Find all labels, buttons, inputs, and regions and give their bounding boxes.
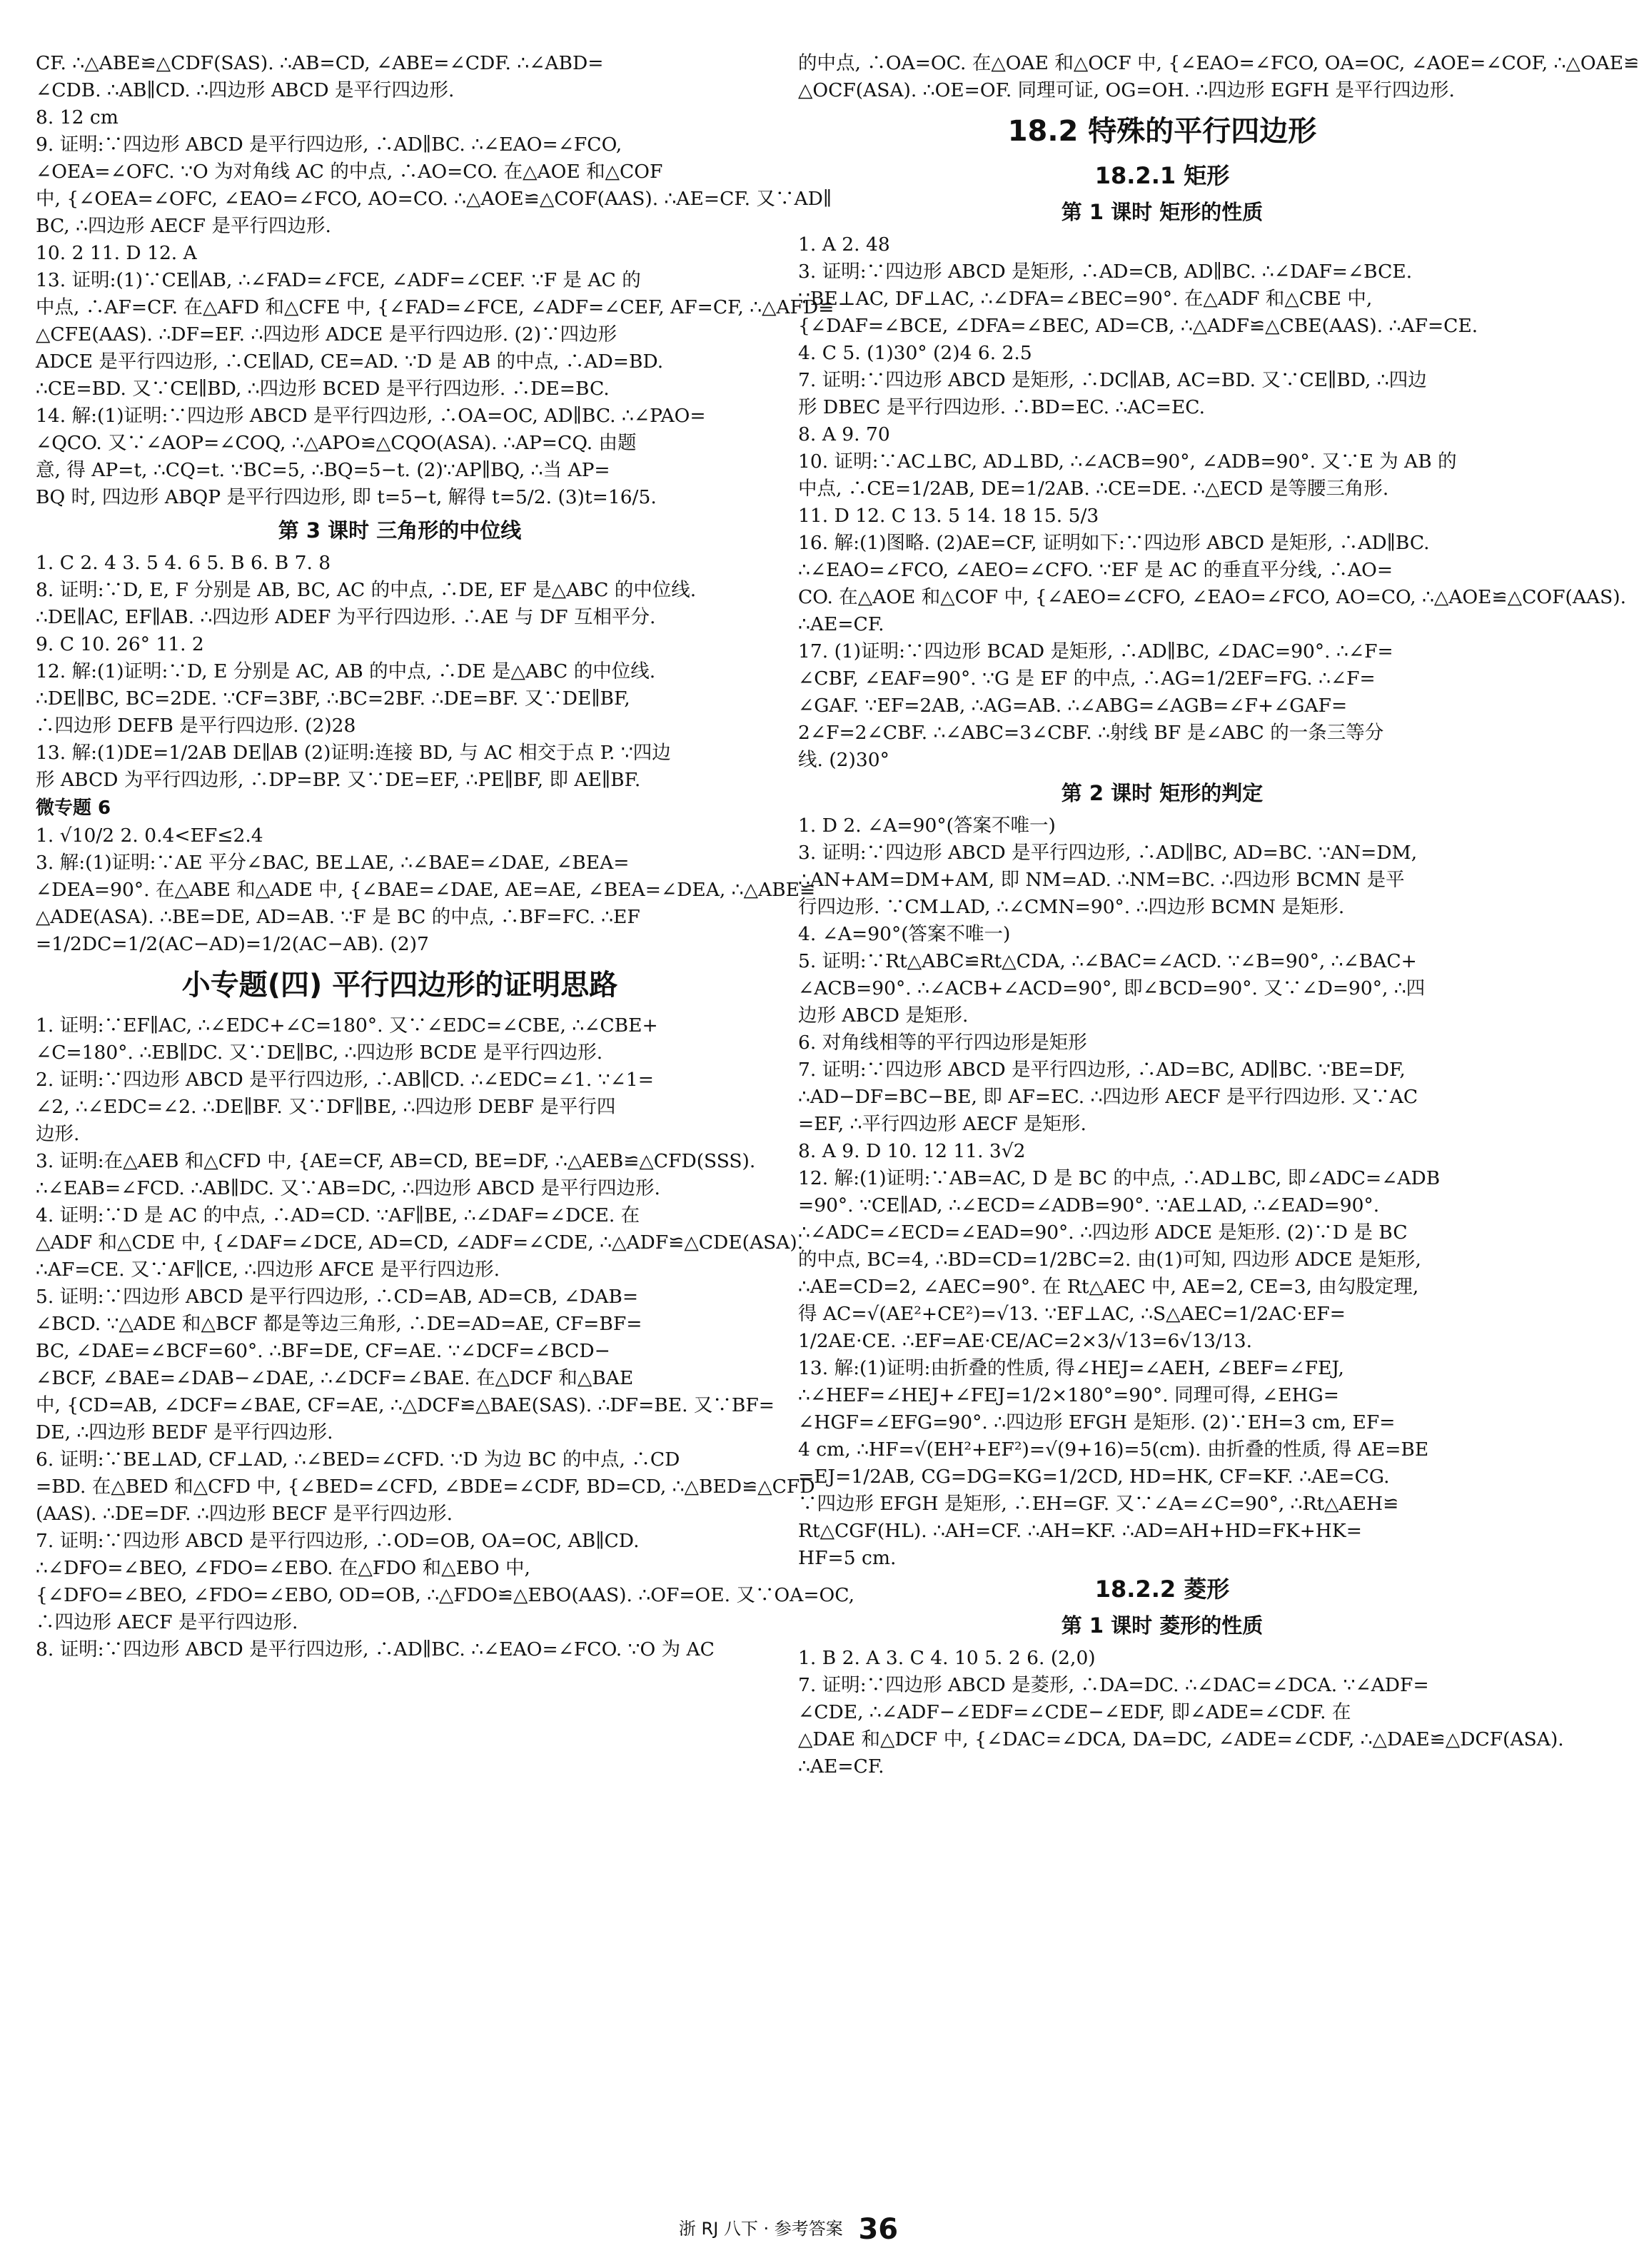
answer-line: ∠BCD. ∵△ADE 和△BCF 都是等边三角形, ∴DE=AD=AE, CF=BF= <box>36 1313 642 1335</box>
section-title-juxing-panding: 第 2 课时 矩形的判定 <box>1061 781 1264 805</box>
answer-line: 意, 得 AP=t, ∴CQ=t. ∵BC=5, ∴BQ=5−t. (2)∵AP∥BQ, ∴当 AP= <box>36 459 610 481</box>
answer-line: 边形 ABCD 是矩形. <box>798 1004 969 1027</box>
left-block-b <box>36 550 764 794</box>
answer-line: ∠DEA=90°. 在△ABE 和△ADE 中, {∠BAE=∠DAE, AE=AE, ∠BEA=∠DEA, ∴△ABE≌ <box>36 879 816 901</box>
answer-line: ∠OEA=∠OFC. ∵O 为对角线 AC 的中点, ∴AO=CO. 在△AOE 和△COF <box>36 161 663 183</box>
answer-line: 11. D 12. C 13. 5 14. 18 15. 5/3 <box>798 505 1099 527</box>
answer-line: 边形. <box>36 1123 80 1145</box>
answer-line: =EJ=1/2AB, CG=DG=KG=1/2CD, HD=HK, CF=KF. ∴AE=CG. <box>798 1466 1390 1488</box>
answer-line: 3. 解:(1)证明:∵AE 平分∠BAC, BE⊥AE, ∴∠BAE=∠DAE, ∠BEA= <box>36 852 630 874</box>
answer-line: 7. 证明:∵四边形 ABCD 是平行四边形, ∴AD=BC, AD∥BC. ∵BE=DF, <box>798 1059 1406 1081</box>
answer-line: ∴DE∥AC, EF∥AB. ∴四边形 ADEF 为平行四边形. ∴AE 与 DF 互相平分. <box>36 606 656 628</box>
answer-line: 6. 证明:∵BE⊥AD, CF⊥AD, ∴∠BED=∠CFD. ∵D 为边 BC 的中点, ∴CD <box>36 1448 680 1471</box>
answer-line: 1/2AE·CE. ∴EF=AE·CE/AC=2×3/√13=6√13/13. <box>798 1330 1253 1352</box>
answer-line: {∠DFO=∠BEO, ∠FDO=∠EBO, OD=OB, ∴△FDO≌△EBO(AAS). ∴OF=OE. 又∵OA=OC, <box>36 1584 855 1606</box>
answer-line: 12. 解:(1)证明:∵D, E 分别是 AC, AB 的中点, ∴DE 是△ABC 的中位线. <box>36 660 656 682</box>
answer-line: 2. 证明:∵四边形 ABCD 是平行四边形, ∴AB∥CD. ∴∠EDC=∠1. ∵∠1= <box>36 1069 654 1091</box>
answer-line: 8. 证明:∵四边形 ABCD 是平行四边形, ∴AD∥BC. ∴∠EAO=∠FCO. ∵O 为 AC <box>36 1638 715 1660</box>
right-block-c <box>798 812 1526 1572</box>
answer-line: ∠2, ∴∠EDC=∠2. ∴DE∥BF. 又∵DF∥BE, ∴四边形 DEBF 是平行四 <box>36 1096 616 1118</box>
answer-line: 16. 解:(1)图略. (2)AE=CF, 证明如下:∵四边形 ABCD 是矩形, ∴AD∥BC. <box>798 532 1430 554</box>
answer-line: ∠ACB=90°. ∴∠ACB+∠ACD=90°, 即∠BCD=90°. 又∵∠D=90°, ∴四 <box>798 977 1426 999</box>
answer-line: 形 DBEC 是平行四边形. ∴BD=EC. ∴AC=EC. <box>798 396 1206 418</box>
answer-line: △ADF 和△CDE 中, {∠DAF=∠DCE, AD=CD, ∠ADF=∠CDE, ∴△ADF≌△CDE(ASA). <box>36 1231 804 1254</box>
answer-line: 3. 证明:∵四边形 ABCD 是平行四边形, ∴AD∥BC, AD=BC. ∵AN=DM, <box>798 842 1418 864</box>
answer-line: CF. ∴△ABE≌△CDF(SAS). ∴AB=CD, ∠ABE=∠CDF. ∴∠ABD= <box>36 52 604 74</box>
answer-line: ∠GAF. ∵EF=2AB, ∴AG=AB. ∴∠ABG=∠AGB=∠F+∠GAF= <box>798 695 1348 717</box>
answer-line: DE, ∴四边形 BEDF 是平行四边形. <box>36 1421 333 1443</box>
answer-line: ∠CDB. ∴AB∥CD. ∴四边形 ABCD 是平行四边形. <box>36 79 455 101</box>
answer-line: 7. 证明:∵四边形 ABCD 是菱形, ∴DA=DC. ∴∠DAC=∠DCA. ∵∠ADF= <box>798 1674 1429 1696</box>
answer-line: 4. 证明:∵D 是 AC 的中点, ∴AD=CD. ∵AF∥BE, ∴∠DAF=∠DCE. 在 <box>36 1204 640 1226</box>
answer-line: 9. 证明:∵四边形 ABCD 是平行四边形, ∴AD∥BC. ∴∠EAO=∠FCO, <box>36 133 622 156</box>
answer-line: 9. C 10. 26° 11. 2 <box>36 633 204 655</box>
answer-line: ∴CE=BD. 又∵CE∥BD, ∴四边形 BCED 是平行四边形. ∴DE=BC. <box>36 378 610 400</box>
answer-line: ADCE 是平行四边形, ∴CE∥AD, CE=AD. ∵D 是 AB 的中点, ∴AD=BD. <box>36 351 664 373</box>
answer-line: 的中点, ∴OA=OC. 在△OAE 和△OCF 中, {∠EAO=∠FCO, OA=OC, ∠AOE=∠COF, ∴△OAE≌ <box>798 52 1639 74</box>
answer-line: △DAE 和△DCF 中, {∠DAC=∠DCA, DA=DC, ∠ADE=∠CDF, ∴△DAE≌△DCF(ASA). <box>798 1728 1564 1750</box>
answer-line: 8. 12 cm <box>36 106 118 128</box>
answer-line: 10. 证明:∵AC⊥BC, AD⊥BD, ∴∠ACB=90°, ∠ADB=90°. 又∵E 为 AB 的 <box>798 450 1457 473</box>
answer-line: ∠BCF, ∠BAE=∠DAB−∠DAE, ∴∠DCF=∠BAE. 在△DCF 和△BAE <box>36 1367 634 1389</box>
answer-line: ∴AN+AM=DM+AM, 即 NM=AD. ∴NM=BC. ∴四边形 BCMN 是平 <box>798 869 1405 891</box>
answer-line: 5. 证明:∵四边形 ABCD 是平行四边形, ∴CD=AB, AD=CB, ∠DAB= <box>36 1286 639 1308</box>
section-title-juxing-xingzhi: 第 1 课时 矩形的性质 <box>1061 200 1264 224</box>
answer-line: ∴AD−DF=BC−BE, 即 AF=EC. ∴四边形 AECF 是平行四边形. 又∵AC <box>798 1086 1418 1108</box>
page-number: 36 <box>858 2213 899 2246</box>
answer-line: =BD. 在△BED 和△CFD 中, {∠BED=∠CFD, ∠BDE=∠CDF, BD=CD, ∴△BED≌△CFD <box>36 1476 815 1498</box>
answer-line: ∴∠ADC=∠ECD=∠EAD=90°. ∴四边形 ADCE 是矩形. (2)∵D 是 BC <box>798 1221 1408 1244</box>
answer-line: 线. (2)30° <box>798 749 889 771</box>
left-block-c <box>36 822 816 958</box>
answer-line: 13. 解:(1)证明:由折叠的性质, 得∠HEJ=∠AEH, ∠BEF=∠FEJ, <box>798 1357 1344 1379</box>
answer-line: BC, ∴四边形 AECF 是平行四边形. <box>36 215 331 237</box>
answer-line: Rt△CGF(HL). ∴AH=CF. ∴AH=KF. ∴AD=AH+HD=FK+HK= <box>798 1520 1362 1542</box>
answer-line: 8. A 9. 70 <box>798 423 890 445</box>
answer-line: 中点, ∴CE=1/2AB, DE=1/2AB. ∴CE=DE. ∴△ECD 是等腰三角形. <box>798 478 1389 500</box>
answer-line: 行四边形. ∵CM⊥AD, ∴∠CMN=90°. ∴四边形 BCMN 是矩形. <box>798 896 1345 918</box>
answer-line: 10. 2 11. D 12. A <box>36 242 197 264</box>
answer-line: 5. 证明:∵Rt△ABC≌Rt△CDA, ∴∠BAC=∠ACD. ∵∠B=90°, ∴∠BAC+ <box>798 950 1417 972</box>
answer-line: ∴AF=CE. 又∵AF∥CE, ∴四边形 AFCE 是平行四边形. <box>36 1259 500 1281</box>
answer-line: 12. 解:(1)证明:∵AB=AC, D 是 BC 的中点, ∴AD⊥BC, 即∠ADC=∠ADB <box>798 1167 1441 1189</box>
answer-line: ∵四边形 EFGH 是矩形, ∴EH=GF. 又∵∠A=∠C=90°, ∴Rt△AEH≌ <box>798 1493 1399 1515</box>
answer-line: ∠C=180°. ∴EB∥DC. 又∵DE∥BC, ∴四边形 BCDE 是平行四边形. <box>36 1042 603 1064</box>
answer-line: 2∠F=2∠CBF. ∴∠ABC=3∠CBF. ∴射线 BF 是∠ABC 的一条三等分 <box>798 722 1384 744</box>
section-title-lingxing-xingzhi: 第 1 课时 菱形的性质 <box>1061 1613 1264 1638</box>
answer-line: ∴DE∥BC, BC=2DE. ∵CF=3BF, ∴BC=2BF. ∴DE=BF. 又∵DE∥BF, <box>36 687 630 710</box>
answer-line: ∠CBF, ∠EAF=90°. ∵G 是 EF 的中点, ∴AG=1/2EF=FG. ∴∠F= <box>798 667 1376 690</box>
answer-line: 的中点, BC=4, ∴BD=CD=1/2BC=2. 由(1)可知, 四边形 ADCE 是矩形, <box>798 1249 1421 1271</box>
answer-line: ∴AE=CD=2, ∠AEC=90°. 在 Rt△AEC 中, AE=2, CE=3, 由勾股定理, <box>798 1276 1419 1298</box>
answer-line: △CFE(AAS). ∴DF=EF. ∴四边形 ADCE 是平行四边形. (2)∵四边形 <box>36 323 617 346</box>
section-title-18-2-2: 18.2.2 菱形 <box>1094 1576 1230 1603</box>
answer-line: 1. √10/2 2. 0.4<EF≤2.4 <box>36 825 263 847</box>
answer-line: 得 AC=√(AE²+CE²)=√13. ∵EF⊥AC, ∴S△AEC=1/2AC·EF= <box>798 1303 1346 1325</box>
answer-line: 1. D 2. ∠A=90°(答案不唯一) <box>798 815 1056 837</box>
answer-line: ∴∠DFO=∠BEO, ∠FDO=∠EBO. 在△FDO 和△EBO 中, <box>36 1557 530 1579</box>
answer-line: HF=5 cm. <box>798 1547 897 1569</box>
answer-line: ∴四边形 DEFB 是平行四边形. (2)28 <box>36 715 356 737</box>
answer-line: ∴∠HEF=∠HEJ+∠FEJ=1/2×180°=90°. 同理可得, ∠EHG= <box>798 1384 1339 1406</box>
answer-line: 14. 解:(1)证明:∵四边形 ABCD 是平行四边形, ∴OA=OC, AD∥BC. ∴∠PAO= <box>36 405 706 427</box>
answer-line: 7. 证明:∵四边形 ABCD 是平行四边形, ∴OD=OB, OA=OC, AB∥CD. <box>36 1530 640 1552</box>
answer-line: 8. 证明:∵D, E, F 分别是 AB, BC, AC 的中点, ∴DE, EF 是△ABC 的中位线. <box>36 579 697 601</box>
answer-line: 4. ∠A=90°(答案不唯一) <box>798 923 1011 945</box>
page-footer <box>0 2213 1577 2246</box>
answer-line: 3. 证明:在△AEB 和△CFD 中, {AE=CF, AB=CD, BE=DF, ∴△AEB≌△CFD(SSS). <box>36 1150 756 1172</box>
answer-line: ∠CDE, ∴∠ADF−∠EDF=∠CDE−∠EDF, 即∠ADE=∠CDF. 在 <box>798 1701 1351 1723</box>
answer-line: =EF, ∴平行四边形 AECF 是矩形. <box>798 1113 1086 1135</box>
answer-line: BQ 时, 四边形 ABQP 是平行四边形, 即 t=5−t, 解得 t=5/2. (3)t=16/5. <box>36 486 657 508</box>
answer-line: △ADE(ASA). ∴BE=DE, AD=AB. ∵F 是 BC 的中点, ∴BF=FC. ∴EF <box>36 906 640 928</box>
answer-line: 中, {CD=AB, ∠DCF=∠BAE, CF=AE, ∴△DCF≌△BAE(SAS). ∴DF=BE. 又∵BF= <box>36 1394 775 1416</box>
answer-line: ∴AE=CF. <box>798 613 884 635</box>
answer-line: 8. A 9. D 10. 12 11. 3√2 <box>798 1140 1026 1162</box>
section-title-xiaozhuanti: 小专题(四) 平行四边形的证明思路 <box>181 969 618 1002</box>
left-block-a <box>36 50 834 511</box>
answer-line: 6. 对角线相等的平行四边形是矩形 <box>798 1032 1087 1054</box>
right-column <box>798 50 1639 1780</box>
answer-line: =1/2DC=1/2(AC−AD)=1/2(AC−AB). (2)7 <box>36 933 429 955</box>
answer-line: 1. 证明:∵EF∥AC, ∴∠EDC+∠C=180°. 又∵∠EDC=∠CBE, ∴∠CBE+ <box>36 1014 658 1037</box>
answer-line: 13. 证明:(1)∵CE∥AB, ∴∠FAD=∠FCE, ∠ADF=∠CEF. ∵F 是 AC 的 <box>36 269 641 291</box>
section-title-weizhuanti: 微专题 6 <box>36 797 111 819</box>
answer-line: ∴∠EAB=∠FCD. ∴AB∥DC. 又∵AB=DC, ∴四边形 ABCD 是平行四边形. <box>36 1177 660 1199</box>
answer-line: 中, {∠OEA=∠OFC, ∠EAO=∠FCO, AO=CO. ∴△AOE≌△COF(AAS). ∴AE=CF. 又∵AD∥ <box>36 188 832 210</box>
answer-line: 4. C 5. (1)30° (2)4 6. 2.5 <box>798 342 1032 364</box>
right-block-b <box>798 231 1627 774</box>
answer-line: 形 ABCD 为平行四边形, ∴DP=BP. 又∵DE=EF, ∴PE∥BF, 即 AE∥BF. <box>36 769 641 791</box>
answer-line: 7. 证明:∵四边形 ABCD 是矩形, ∴DC∥AB, AC=BD. 又∵CE∥BD, ∴四边 <box>798 369 1427 391</box>
answer-line: ∠QCO. 又∵∠AOP=∠COQ, ∴△APO≌△CQO(ASA). ∴AP=CQ. 由题 <box>36 432 637 454</box>
answer-line: CO. 在△AOE 和△COF 中, {∠AEO=∠CFO, ∠EAO=∠FCO, AO=CO, ∴△AOE≌△COF(AAS). <box>798 586 1627 608</box>
answer-line: {∠DAF=∠BCE, ∠DFA=∠BEC, AD=CB, ∴△ADF≌△CBE(AAS). ∴AF=CE. <box>798 315 1478 337</box>
section-title-18-2: 18.2 特殊的平行四边形 <box>1007 115 1317 148</box>
answer-line: 1. A 2. 48 <box>798 233 890 256</box>
right-block-a <box>798 50 1639 104</box>
answer-line: 1. C 2. 4 3. 5 4. 6 5. B 6. B 7. 8 <box>36 552 331 574</box>
right-block-d <box>798 1645 1564 1780</box>
answer-line: △OCF(ASA). ∴OE=OF. 同理可证, OG=OH. ∴四边形 EGFH 是平行四边形. <box>798 79 1455 101</box>
answer-line: 3. 证明:∵四边形 ABCD 是矩形, ∴AD=CB, AD∥BC. ∴∠DAF=∠BCE. <box>798 261 1413 283</box>
answer-line: (AAS). ∴DE=DF. ∴四边形 BECF 是平行四边形. <box>36 1503 453 1525</box>
answer-line: 中点, ∴AF=CF. 在△AFD 和△CFE 中, {∠FAD=∠FCE, ∠ADF=∠CEF, AF=CF, ∴△AFD≌ <box>36 296 834 318</box>
answer-line: 13. 解:(1)DE=1/2AB DE∥AB (2)证明:连接 BD, 与 AC 相交于点 P. ∵四边 <box>36 742 671 764</box>
answer-line: ∠HGF=∠EFG=90°. ∴四边形 EFGH 是矩形. (2)∵EH=3 cm, EF= <box>798 1411 1396 1433</box>
answer-line: BC, ∠DAE=∠BCF=60°. ∴BF=DE, CF=AE. ∵∠DCF=∠BCD− <box>36 1340 610 1362</box>
section-title-18-2-1: 18.2.1 矩形 <box>1094 162 1230 189</box>
answer-line: 17. (1)证明:∵四边形 BCAD 是矩形, ∴AD∥BC, ∠DAC=90°. ∴∠F= <box>798 640 1393 662</box>
answer-line: ∴AE=CF. <box>798 1755 884 1778</box>
answer-line: 4 cm, ∴HF=√(EH²+EF²)=√(9+16)=5(cm). 由折叠的性质, 得 AE=BE <box>798 1438 1429 1461</box>
answer-line: ∴四边形 AECF 是平行四边形. <box>36 1611 298 1633</box>
footer-label: 浙 RJ 八下 · 参考答案 <box>678 2219 843 2239</box>
answer-line: ∵BE⊥AC, DF⊥AC, ∴∠DFA=∠BEC=90°. 在△ADF 和△CBE 中, <box>798 288 1373 310</box>
section-title-zhongweixian: 第 3 课时 三角形的中位线 <box>278 518 522 543</box>
answer-line: =90°. ∵CE∥AD, ∴∠ECD=∠ADB=90°. ∵AE⊥AD, ∴∠EAD=90°. <box>798 1194 1380 1216</box>
answer-line: ∴∠EAO=∠FCO, ∠AEO=∠CFO. ∵EF 是 AC 的垂直平分线, ∴AO= <box>798 559 1393 581</box>
answer-line: 1. B 2. A 3. C 4. 10 5. 2 6. (2,0) <box>798 1647 1096 1669</box>
